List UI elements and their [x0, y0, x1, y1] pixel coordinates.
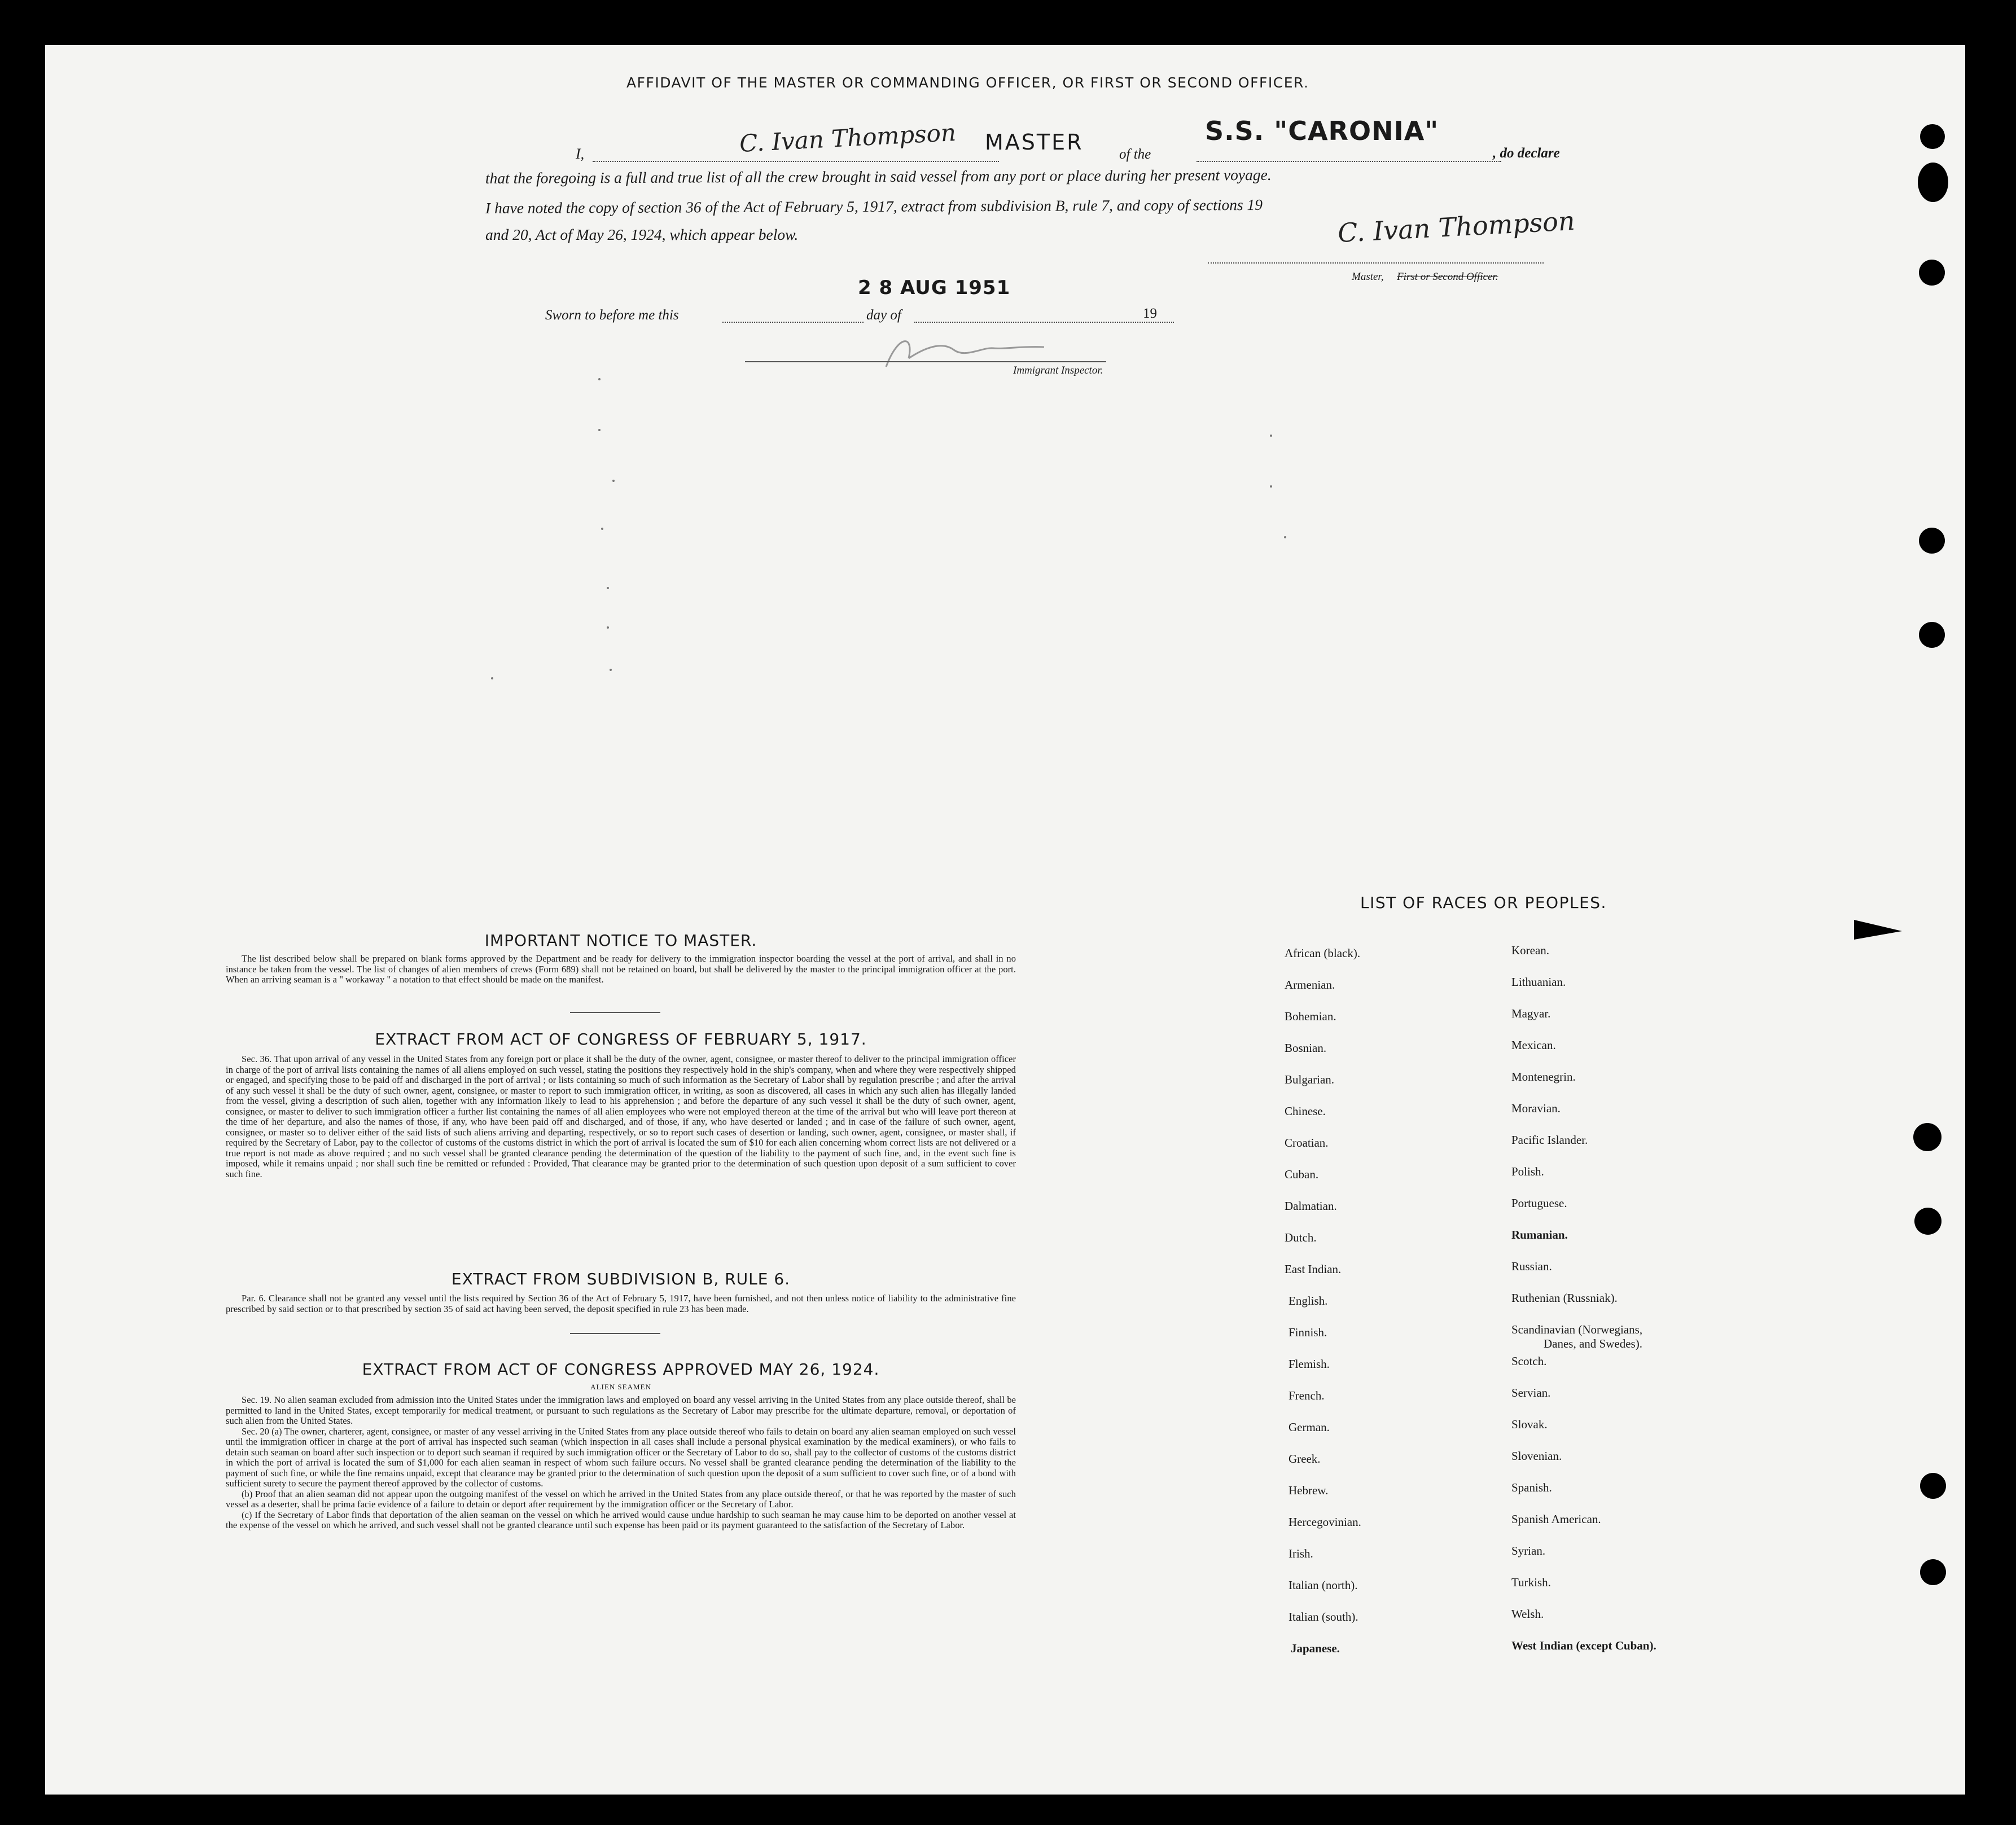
race-item: Moravian. — [1511, 1102, 1561, 1115]
document-page — [45, 45, 1965, 1795]
extract-1917-body: Sec. 36. That upon arrival of any vessel in the United States from any foreign port or place it shall be the duty of the owner, agent, consignee, or master thereof to deliver to the principal immigration officer in charge of the port of arrival lists containing the names of all aliens employed on such vessel, stating the positions they respectively hold in the ship's company, when and where they were respectively shipped or engaged, and specifying those to be paid off and discharged in the port of arrival ; or lists containing so much of such information as the Secretary of Labor shall by regulation prescribe ; and after the arrival of any such vessel it shall be the duty of such owner, agent, consignee, or master to report to such immigration officer, in writing, as soon as discovered, all cases in which any such alien has illegally landed from the vessel, giving a description of such alien, together with any information likely to lead to his apprehension ; and before the departure of any such vessel it shall be the duty of such owner, agent, consignee, or master to deliver to such immigration officer a further list containing the names of all alien employees who were not employed thereon at the time of the arrival but who will leave port thereon at the time of her departure, and also the names of those, if any, who have been paid off and discharged, and of those, if any, who have deserted or landed ; and in case of the failure of such owner, agent, consignee, or master so to deliver either of the said lists of such aliens arriving and departing, respectively, or so to report such cases of desertion or landing, such owner, agent, consignee, or master shall, if required by the Secretary of Labor, pay to the collector of customs of the customs district in which the port of arrival is located the sum of $10 for each alien concerning whom correct lists are not delivered or a true report is not made as above required ; and no such vessel shall be granted clearance pending the determination of the question of the liability to the payment of such fine, and, in the event such fine is imposed, while it remains unpaid ; nor shall such fine be remitted or refunded : Provided, That clearance may be granted prior to the determination of such question upon deposit of a sum sufficient to cover such fine. — [226, 1054, 1016, 1179]
race-item: Dutch. — [1285, 1231, 1317, 1244]
race-item: Japanese. — [1291, 1642, 1340, 1655]
race-item: Italian (north). — [1289, 1578, 1358, 1592]
race-item: Hebrew. — [1289, 1484, 1329, 1497]
race-item: Italian (south). — [1289, 1610, 1358, 1624]
race-item: Lithuanian. — [1511, 975, 1566, 989]
rank-label: MASTER — [985, 130, 1084, 155]
extract-1924-body: Sec. 19. No alien seaman excluded from admission into the United States under the immigration laws and employed on board any vessel arriving in the United States from any place outside thereof, shall be permitted to land in the United States, except temporarily for medical treatment, or pursuant to such regulations as the Secretary of Labor may prescribe for the ultimate departure, removal, or deportation of such alien from the United States. Sec. 20 (a) The owner, charterer, agent, consignee, or master of any vessel arriving in the United States from any place outside thereof who fails to detain on board any alien seaman employed on such vessel until the immigration officer in charge at the port of arrival has inspected such seaman (which inspection in all cases shall include a personal physical examination by the medical examiners), or who fails to detain such seaman on board after such inspection or to deport such seaman if required by such immigration officer or the Secretary of Labor to do so, shall pay to the collector of customs of the customs district in which the port of arrival is located the sum of $1,000 for each alien seaman in respect of whom such failure occurs. No vessel shall be granted clearance pending the determination of the liability to the payment of such fine, or while the fine remains unpaid, except that clearance may be granted prior to the determination of such question upon the deposit of a sum sufficient to cover such fine, or of a bond with sufficient surety to secure the payment thereof approved by the collector of customs. (b) Proof that an alien seaman did not appear upon the outgoing manifest of the vessel on which he arrived in the United States from any place outside thereof, or that he was reported by the master of such vessel as a deserter, shall be prima facie evidence of a failure to detain or deport after requirement by the immigration officer or the Secretary of Labor. (c) If the Secretary of Labor finds that deportation of the alien seaman on the vessel on which he arrived would cause undue hardship to such seaman he may cause him to be deported on another vessel at the expense of the vessel on which he arrived, and such vessel shall not be granted clearance until such expense has been paid or its payment guaranteed to the satisfaction of the Secretary of Labor. — [226, 1394, 1016, 1530]
race-item: East Indian. — [1285, 1262, 1342, 1276]
race-item: Cuban. — [1285, 1168, 1319, 1181]
race-item: Bohemian. — [1285, 1010, 1336, 1023]
race-item: Danes, and Swedes). — [1544, 1337, 1642, 1350]
do-declare-label: , do declare — [1493, 146, 1560, 161]
notice-title: IMPORTANT NOTICE TO MASTER. — [484, 931, 757, 950]
punch-hole — [1913, 1123, 1942, 1151]
extract-1924-title: EXTRACT FROM ACT OF CONGRESS APPROVED MAY 26, 1924. — [362, 1360, 880, 1379]
race-item: French. — [1289, 1389, 1325, 1402]
inspector-label: Immigrant Inspector. — [1013, 365, 1103, 376]
vessel-name: S.S. "CARONIA" — [1205, 116, 1439, 146]
race-item: Korean. — [1511, 944, 1550, 957]
i-label: I, — [576, 146, 585, 162]
races-title: LIST OF RACES OR PEOPLES. — [1360, 893, 1607, 912]
race-item: Russian. — [1511, 1260, 1552, 1273]
race-item: Chinese. — [1285, 1104, 1326, 1118]
date-stamp: 2 8 AUG 1951 — [858, 277, 1011, 299]
notice-body: The list described below shall be prepared on blank forms approved by the Department and be ready for delivery to the immigration inspector boarding the vessel at the port of arrival, and shall in no instance be taken from the vessel. The list of changes of alien members of crews (Form 689) shall not be retained on board, but shall be delivered by the master to the principal immigration officer at the port. When an arriving seaman is a " workaway " a notation to that effect should be made on the manifest. — [226, 953, 1016, 985]
race-item: African (black). — [1285, 946, 1361, 960]
affidavit-line-1: that the foregoing is a full and true list of all the crew brought in said vessel from any port or place during her present voyage. — [485, 165, 1272, 187]
race-item: Scotch. — [1511, 1354, 1547, 1368]
race-item: Pacific Islander. — [1511, 1133, 1588, 1147]
race-item: Bosnian. — [1285, 1041, 1327, 1055]
race-item: Portuguese. — [1511, 1196, 1567, 1210]
of-the-label: of the — [1119, 147, 1151, 162]
race-item: Armenian. — [1285, 978, 1335, 992]
race-item: Irish. — [1289, 1547, 1313, 1560]
master-label: Master, — [1352, 271, 1384, 283]
affidavit-title: AFFIDAVIT OF THE MASTER OR COMMANDING OFFICER, OR FIRST OR SECOND OFFICER. — [626, 74, 1309, 91]
race-item: Servian. — [1511, 1386, 1551, 1400]
race-item: Slovenian. — [1511, 1449, 1562, 1463]
subdivision-body: Par. 6. Clearance shall not be granted any vessel until the lists required by Section 36 of the Act of February 5, 1917, have been furnished, and not then unless notice of liability to the administrative fine prescribed by said section or to that prescribed by section 35 of said act having been served, the deposit specified in rule 23 has been made. — [226, 1293, 1016, 1314]
struck-officer-label: First or Second Officer. — [1397, 271, 1498, 283]
race-item: Greek. — [1289, 1452, 1321, 1466]
sworn-label: Sworn to before me this — [545, 308, 679, 323]
torn-edge-mark — [1851, 914, 1908, 948]
affidavit-line-3: and 20, Act of May 26, 1924, which appear below. — [485, 226, 799, 243]
punch-hole — [1919, 528, 1945, 554]
race-item: English. — [1289, 1294, 1328, 1308]
extract-1924-subtitle: ALIEN SEAMEN — [590, 1383, 651, 1391]
race-item: Polish. — [1511, 1165, 1544, 1178]
punch-hole — [1920, 1559, 1946, 1585]
master-signature-2: C. Ivan Thompson — [1336, 205, 1576, 248]
race-item: Flemish. — [1289, 1357, 1330, 1371]
race-item: Magyar. — [1511, 1007, 1551, 1020]
race-item: Slovak. — [1511, 1418, 1548, 1431]
extract-1917-title: EXTRACT FROM ACT OF CONGRESS OF FEBRUARY 5, 1917. — [375, 1030, 867, 1049]
punch-hole — [1914, 1208, 1942, 1235]
race-item: Scandinavian (Norwegians, — [1511, 1323, 1643, 1336]
race-item: Dalmatian. — [1285, 1199, 1337, 1213]
punch-hole — [1918, 163, 1948, 202]
punch-hole — [1919, 622, 1945, 648]
race-item: West Indian (except Cuban). — [1511, 1639, 1656, 1652]
race-item: Syrian. — [1511, 1544, 1546, 1558]
punch-hole — [1920, 1473, 1946, 1499]
race-item: Spanish American. — [1511, 1512, 1601, 1526]
race-item: Turkish. — [1511, 1576, 1551, 1589]
race-item: Ruthenian (Russniak). — [1511, 1291, 1618, 1305]
day-of-label: day of — [866, 308, 901, 323]
race-item: Croatian. — [1285, 1136, 1329, 1150]
race-item: Welsh. — [1511, 1607, 1544, 1621]
master-signature-1: C. Ivan Thompson — [738, 118, 957, 158]
affidavit-line-2: I have noted the copy of section 36 of the Act of February 5, 1917, extract from subdivision B, rule 7, and copy of sections 19 — [485, 195, 1263, 217]
punch-hole — [1919, 260, 1945, 286]
year-prefix: 19 — [1143, 306, 1157, 321]
race-item: Mexican. — [1511, 1038, 1556, 1052]
race-item: Finnish. — [1289, 1326, 1327, 1339]
race-item: Bulgarian. — [1285, 1073, 1335, 1086]
punch-hole — [1920, 124, 1945, 149]
race-item: Hercegovinian. — [1289, 1515, 1361, 1529]
race-item: Spanish. — [1511, 1481, 1552, 1494]
race-item: Rumanian. — [1511, 1228, 1568, 1241]
subdivision-title: EXTRACT FROM SUBDIVISION B, RULE 6. — [451, 1270, 791, 1288]
race-item: Montenegrin. — [1511, 1070, 1576, 1083]
race-item: German. — [1289, 1420, 1330, 1434]
